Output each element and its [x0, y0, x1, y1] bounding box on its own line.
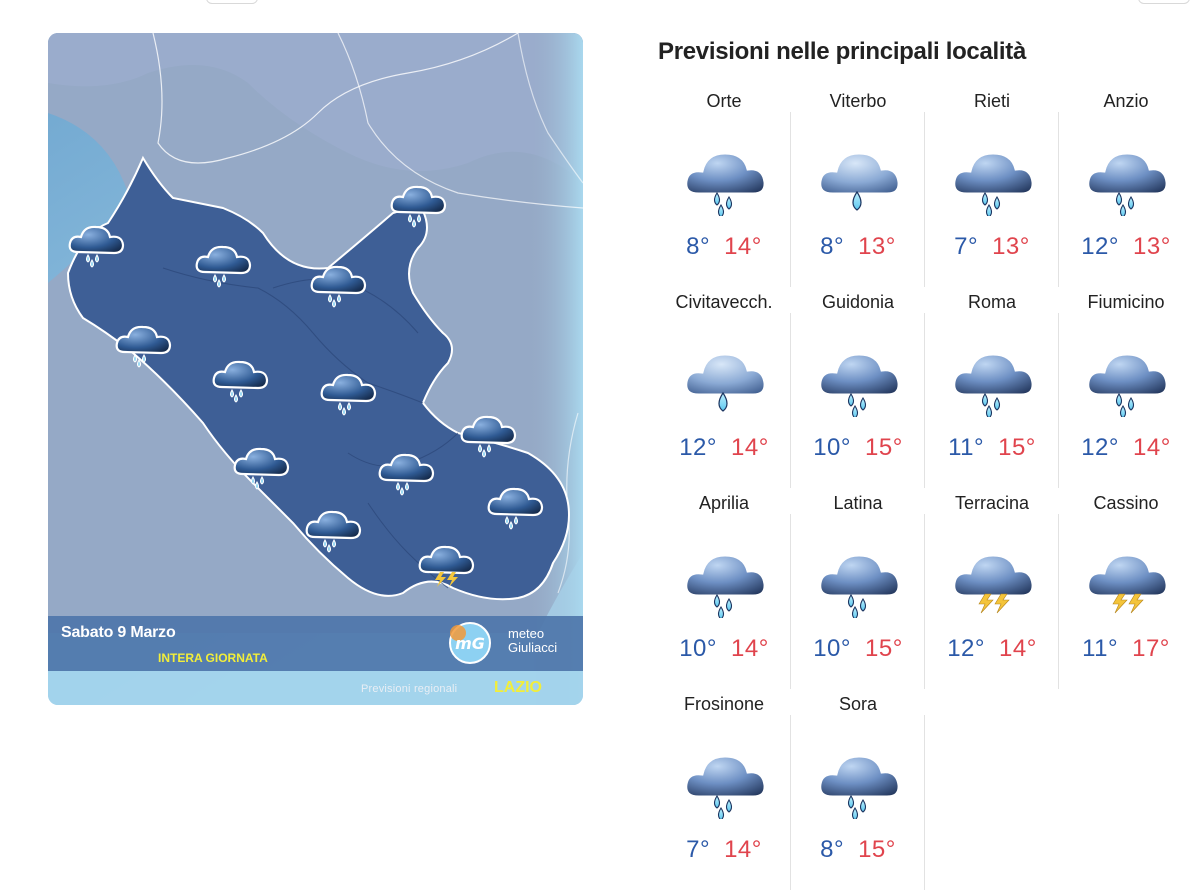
forecast-grid	[657, 86, 1193, 890]
city-forecast-cell[interactable]	[1059, 86, 1193, 287]
min-temperature: 8°	[820, 836, 845, 863]
thunderstorm-icon	[949, 538, 1037, 618]
city-temperatures	[657, 434, 791, 462]
city-forecast-cell[interactable]	[657, 86, 791, 287]
city-temperatures	[925, 434, 1059, 462]
city-forecast-cell[interactable]	[925, 287, 1059, 488]
rain-icon	[681, 538, 769, 618]
city-name: Civitavecch.	[675, 292, 773, 312]
city-temperatures	[791, 434, 925, 462]
max-temperature: 14°	[724, 233, 762, 260]
rain-icon	[815, 337, 903, 417]
city-temperatures	[1059, 635, 1193, 663]
city-temperatures	[1059, 233, 1193, 261]
city-name: Viterbo	[829, 91, 887, 111]
rain-icon	[1083, 337, 1171, 417]
max-temperature: 15°	[865, 635, 903, 662]
city-forecast-cell[interactable]	[1059, 488, 1193, 689]
min-temperature: 8°	[820, 233, 845, 260]
rain-icon	[949, 136, 1037, 216]
city-temperatures	[925, 635, 1059, 663]
city-name: Aprilia	[698, 493, 750, 513]
city-forecast-cell[interactable]	[791, 86, 925, 287]
city-name: Rieti	[973, 91, 1010, 111]
city-temperatures	[657, 635, 791, 663]
city-temperatures	[657, 233, 791, 261]
min-temperature: 11°	[1082, 635, 1119, 662]
max-temperature: 13°	[992, 233, 1030, 260]
min-temperature: 8°	[686, 233, 711, 260]
map-period: INTERA GIORNATA	[158, 651, 268, 665]
city-forecast-cell[interactable]	[925, 86, 1059, 287]
map-date: Sabato 9 Marzo	[61, 624, 176, 641]
min-temperature: 7°	[686, 836, 711, 863]
city-temperatures	[657, 836, 791, 864]
meteo-giuliacci-logo-icon	[446, 620, 496, 666]
max-temperature: 15°	[865, 434, 903, 461]
max-temperature: 14°	[724, 836, 762, 863]
city-name: Sora	[838, 694, 878, 714]
max-temperature: 14°	[731, 635, 769, 662]
min-temperature: 10°	[813, 635, 851, 662]
city-temperatures	[791, 233, 925, 261]
city-name: Roma	[967, 292, 1016, 312]
city-forecast-cell[interactable]	[925, 488, 1059, 689]
top-toolbar-stub-left	[206, 0, 258, 4]
min-temperature: 12°	[947, 635, 985, 662]
city-forecast-cell[interactable]	[657, 488, 791, 689]
city-name: Anzio	[1103, 91, 1149, 111]
min-temperature: 12°	[1081, 233, 1119, 260]
brand-line-1: meteo	[508, 626, 545, 641]
max-temperature: 17°	[1132, 635, 1170, 662]
thunderstorm-icon	[1083, 538, 1171, 618]
rain-icon	[681, 739, 769, 819]
max-temperature: 15°	[858, 836, 896, 863]
city-forecast-cell[interactable]	[1059, 287, 1193, 488]
regional-weather-map	[48, 33, 583, 705]
city-name: Cassino	[1093, 493, 1159, 513]
region-label: Previsioni regionali	[361, 683, 458, 695]
min-temperature: 10°	[813, 434, 851, 461]
city-forecast-cell[interactable]	[791, 689, 925, 890]
rain-icon	[681, 136, 769, 216]
rain-icon	[949, 337, 1037, 417]
city-forecast-cell[interactable]	[657, 287, 791, 488]
min-temperature: 11°	[948, 434, 985, 461]
min-temperature: 12°	[679, 434, 717, 461]
city-name: Orte	[706, 91, 742, 111]
max-temperature: 13°	[858, 233, 896, 260]
city-forecast-cell[interactable]	[791, 287, 925, 488]
city-name: Frosinone	[683, 694, 765, 714]
city-name: Latina	[833, 493, 883, 513]
region-name: LAZIO	[494, 679, 542, 696]
city-temperatures	[925, 233, 1059, 261]
logo-monogram: mG	[455, 634, 485, 653]
max-temperature: 15°	[998, 434, 1036, 461]
city-name: Guidonia	[821, 292, 895, 312]
rain-icon	[815, 739, 903, 819]
min-temperature: 12°	[1081, 434, 1119, 461]
max-temperature: 14°	[1133, 434, 1171, 461]
rain-icon	[815, 538, 903, 618]
lazio-map-graphic	[48, 33, 583, 705]
city-forecast-cell[interactable]	[657, 689, 791, 890]
forecast-title: Previsioni nelle principali località	[658, 38, 1026, 65]
brand-name	[508, 627, 557, 655]
city-temperatures	[791, 836, 925, 864]
city-name: Terracina	[954, 493, 1030, 513]
rain-icon	[1083, 136, 1171, 216]
city-name: Fiumicino	[1087, 292, 1165, 312]
min-temperature: 10°	[679, 635, 717, 662]
max-temperature: 14°	[731, 434, 769, 461]
city-temperatures	[1059, 434, 1193, 462]
brand-line-2: Giuliacci	[508, 640, 558, 655]
top-toolbar-stub-right	[1138, 0, 1190, 4]
min-temperature: 7°	[954, 233, 979, 260]
city-forecast-cell[interactable]	[791, 488, 925, 689]
max-temperature: 14°	[999, 635, 1037, 662]
showers-icon	[681, 337, 769, 417]
city-temperatures	[791, 635, 925, 663]
max-temperature: 13°	[1133, 233, 1171, 260]
showers-icon	[815, 136, 903, 216]
